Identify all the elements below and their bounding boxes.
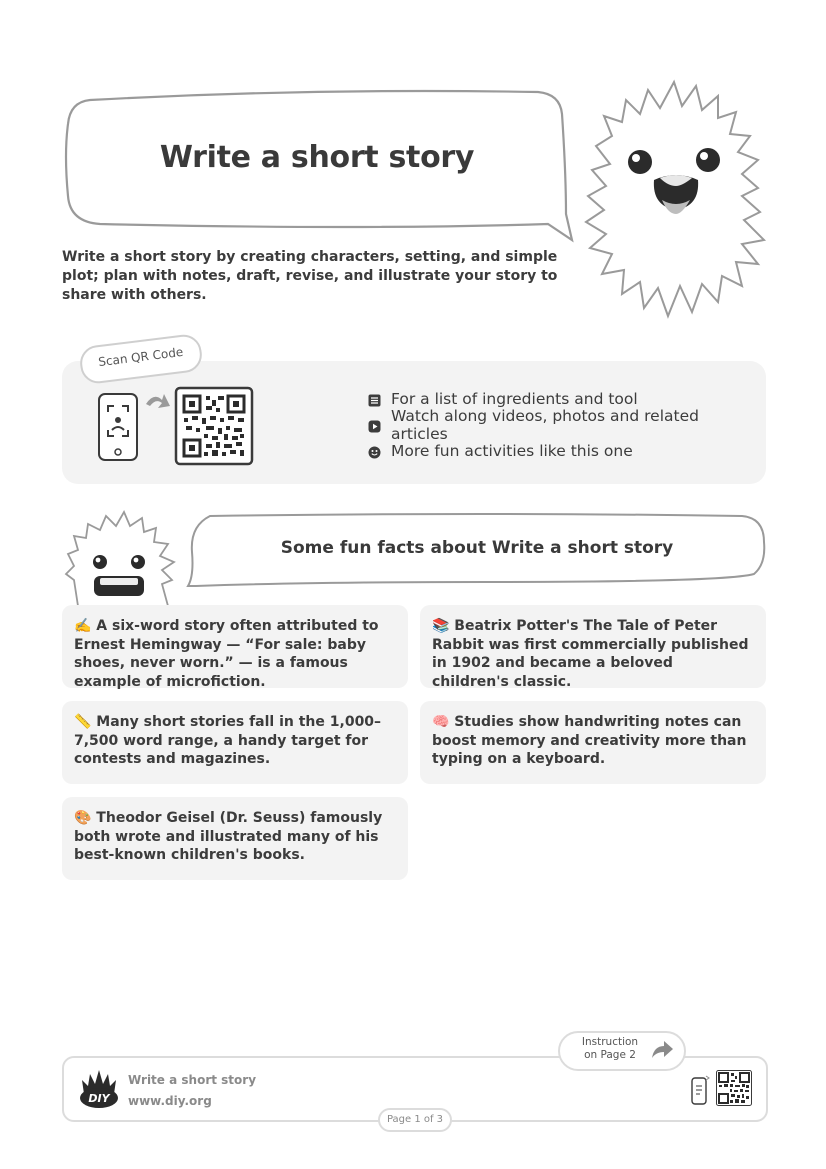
qr-link-activities[interactable]: More fun activities like this one: [368, 438, 758, 464]
footer-url[interactable]: www.diy.org: [128, 1094, 212, 1108]
intro-text: Write a short story by creating characters, setting, and simple plot; plan with notes, draft, revise, and illustrate your story to share with others.: [62, 249, 558, 303]
instruction-text: Instruction on Page 2: [581, 1036, 639, 1061]
diy-logo-icon: [78, 1068, 120, 1110]
arrow-right-icon: [650, 1040, 674, 1060]
qr-link-videos[interactable]: Watch along videos, photos and related articles: [368, 412, 758, 438]
fact-card: 📏 Many short stories fall in the 1,000–7,500 word range, a handy target for contests and magazines.: [62, 701, 408, 784]
page-indicator: Page 1 of 3: [378, 1108, 452, 1132]
qr-link-list: [368, 386, 758, 464]
smiley-icon: [368, 445, 381, 458]
list-icon: [368, 393, 381, 406]
fact-card: ✍️ A six-word story often attributed to Ernest Hemingway — “For sale: baby shoes, never worn.” — is a famous example of microfiction.: [62, 605, 408, 688]
yeti-mascot-icon: [582, 76, 772, 326]
qr-link-ingredients[interactable]: For a list of ingredients and tool: [368, 386, 758, 412]
footer-title: Write a short story: [128, 1073, 257, 1087]
footer-qr-code-icon[interactable]: [716, 1070, 752, 1106]
phone-scan-icon: [96, 386, 256, 466]
scan-qr-tag: Scan QR Code: [78, 333, 204, 386]
fact-card: 📚 Beatrix Potter's The Tale of Peter Rabbit was first commercially published in 1902 and became a beloved children's classic.: [420, 605, 766, 688]
fact-card: 🎨 Theodor Geisel (Dr. Seuss) famously both wrote and illustrated many of his best-known children's books.: [62, 797, 408, 880]
page-title: Write a short story: [159, 140, 475, 175]
fact-card: 🧠 Studies show handwriting notes can boost memory and creativity more than typing on a keyboard.: [420, 701, 766, 784]
phone-icon: [690, 1074, 710, 1106]
yeti-small-mascot-icon: [64, 510, 178, 606]
play-icon: [368, 419, 381, 432]
facts-heading: Some fun facts about Write a short story: [280, 538, 674, 558]
svg-text:DIY: DIY: [88, 1092, 110, 1105]
